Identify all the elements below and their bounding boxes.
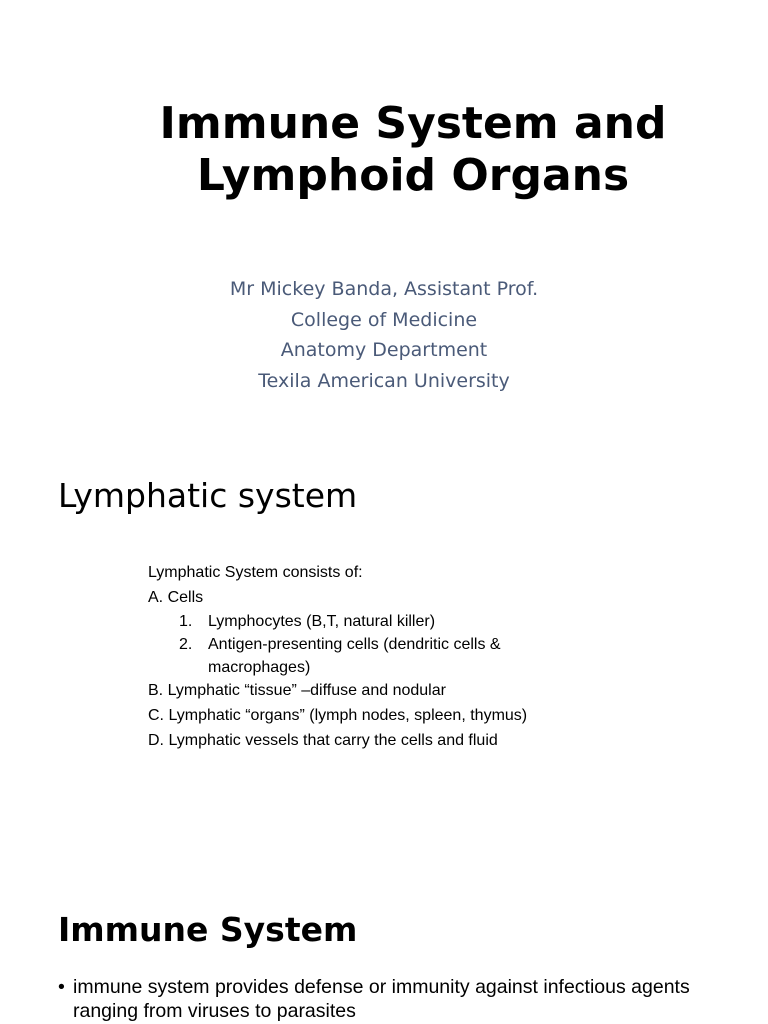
title-line-2: Lymphoid Organs [196, 150, 630, 201]
immune-system-slide [0, 880, 768, 1024]
numbered-item-2 [148, 633, 588, 679]
item-number: 2. [179, 636, 193, 654]
list-item-a: A. Cells [148, 588, 204, 606]
intro-text: Lymphatic System consists of: [148, 564, 363, 581]
presentation-title [58, 98, 768, 202]
lymphatic-system-slide [0, 440, 768, 840]
slide-heading: Lymphatic system [58, 476, 358, 515]
numbered-item-1 [148, 610, 588, 633]
college-name: College of Medicine [290, 308, 478, 331]
presenter-name: Mr Mickey Banda, Assistant Prof. [229, 278, 539, 300]
bullet-icon: • [58, 976, 65, 998]
title-line-1: Immune System and [159, 98, 667, 149]
bullet-point [58, 975, 698, 1023]
list-item-b: B. Lymphatic “tissue” –diffuse and nodular [148, 682, 446, 700]
item-number: 1. [179, 613, 193, 631]
bullet-text: immune system provides defense or immunity against infectious agents ranging from viruses to parasites [73, 976, 690, 1022]
item-text: Antigen-presenting cells (dendritic cells & macrophages) [208, 636, 501, 677]
item-text: Lymphocytes (B,T, natural killer) [208, 613, 436, 631]
slide-content [148, 561, 708, 754]
title-slide [0, 0, 768, 420]
list-item-d: D. Lymphatic vessels that carry the cells and fluid [148, 731, 498, 749]
slide-heading: Immune System [58, 910, 358, 949]
department-name: Anatomy Department [280, 339, 488, 362]
presenter-info [0, 274, 768, 397]
university-name: Texila American University [258, 370, 510, 393]
list-item-c: C. Lymphatic “organs” (lymph nodes, spleen, thymus) [148, 707, 528, 725]
